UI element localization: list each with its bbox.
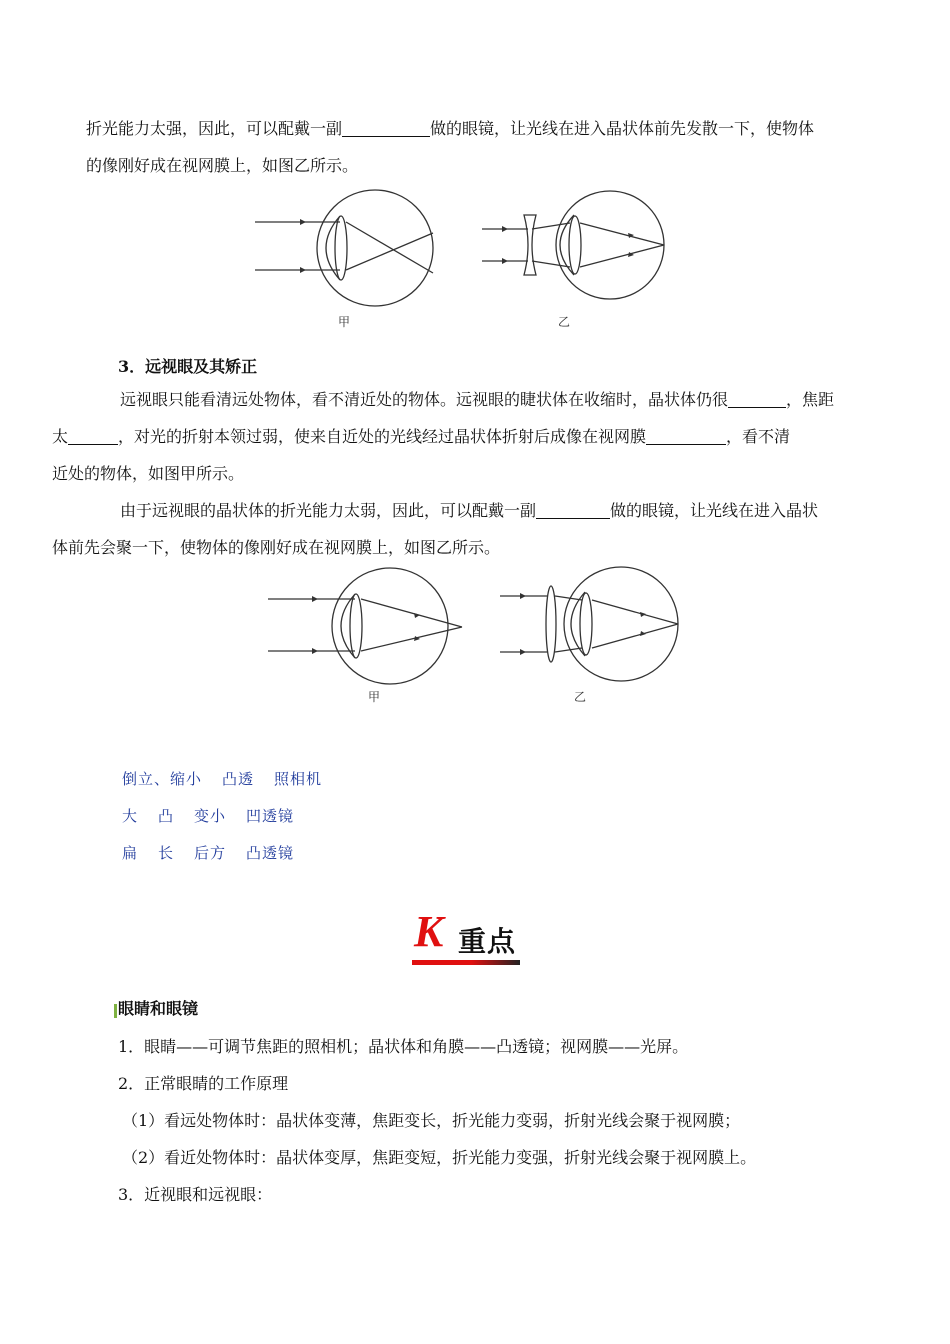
text-run: 远视眼只能看清远处物体，看不清近处的物体。远视眼的睫状体在收缩时，晶状体仍很 bbox=[120, 390, 729, 409]
farsight-paragraph-2 bbox=[52, 492, 866, 566]
key-point-2-2: （2）看近处物体时：晶状体变厚，焦距变短，折光能力变强，折射光线会聚于视网膜上。 bbox=[122, 1148, 757, 1167]
text-run: 近处的物体，如图甲所示。 bbox=[52, 464, 245, 483]
fill-blank bbox=[536, 500, 610, 519]
eyeball-right bbox=[556, 191, 664, 299]
farsight-paragraph-1 bbox=[52, 381, 866, 492]
answer: 凹透镜 bbox=[246, 807, 295, 825]
answer: 变小 bbox=[194, 807, 227, 825]
answer: 扁 bbox=[122, 844, 139, 862]
answer: 凸透 bbox=[222, 770, 255, 788]
figure-label-yi: 乙 bbox=[574, 690, 587, 704]
text-run: 体前先会聚一下，使物体的像刚好成在视网膜上，如图乙所示。 bbox=[52, 538, 501, 557]
answer: 长 bbox=[158, 844, 175, 862]
key-points-heading: 眼睛和眼镜 bbox=[118, 996, 198, 1019]
answer: 凸透镜 bbox=[246, 844, 295, 862]
fill-blank bbox=[646, 426, 726, 445]
figure-label-jia: 甲 bbox=[368, 690, 381, 704]
myopia-figure bbox=[240, 188, 680, 338]
convex-lens bbox=[546, 586, 556, 662]
answer: 凸 bbox=[158, 807, 175, 825]
answer-line-1 bbox=[122, 768, 342, 789]
key-point-1: 1．眼睛——可调节焦距的照相机；晶状体和角膜——凸透镜；视网膜——光屏。 bbox=[118, 1037, 689, 1056]
text-run: 的像刚好成在视网膜上，如图乙所示。 bbox=[86, 156, 359, 175]
text-run: ，看不清 bbox=[726, 427, 791, 446]
key-point-2: 2．正常眼睛的工作原理 bbox=[118, 1074, 289, 1093]
section-number: 3． bbox=[118, 357, 146, 376]
section-title-text: 远视眼及其矫正 bbox=[145, 357, 258, 376]
text-run: 折光能力太强，因此，可以配戴一副 bbox=[86, 119, 343, 138]
text-run: ，焦距 bbox=[786, 390, 835, 409]
text-run: 由于远视眼的晶状体的折光能力太弱，因此，可以配戴一副 bbox=[120, 501, 537, 520]
answer-line-3 bbox=[122, 842, 314, 863]
figure-label-yi: 乙 bbox=[558, 315, 571, 329]
key-point-3: 3．近视眼和远视眼： bbox=[118, 1185, 273, 1204]
key-point-2-1: （1）看远处物体时：晶状体变薄，焦距变长，折光能力变弱，折射光线会聚于视网膜； bbox=[122, 1111, 741, 1130]
fill-blank bbox=[68, 426, 118, 445]
fill-blank bbox=[342, 118, 430, 137]
answer: 大 bbox=[122, 807, 139, 825]
answer: 倒立、缩小 bbox=[122, 770, 203, 788]
badge-underline bbox=[412, 960, 520, 965]
badge-text: 重点 bbox=[458, 925, 517, 958]
concave-lens bbox=[524, 215, 536, 275]
answer: 后方 bbox=[194, 844, 227, 862]
answer: 照相机 bbox=[274, 770, 323, 788]
top-paragraph bbox=[86, 110, 866, 184]
text-run: 做的眼镜，让光线在进入晶状体前先发散一下，使物体 bbox=[430, 119, 815, 138]
text-run: 太 bbox=[52, 427, 69, 446]
figure-label-jia: 甲 bbox=[338, 315, 351, 329]
key-points-badge bbox=[412, 907, 520, 966]
hyperopia-figure bbox=[258, 566, 698, 716]
eyeball-right bbox=[564, 567, 678, 681]
fill-blank bbox=[728, 389, 786, 408]
text-run: 做的眼镜，让光线在进入晶状 bbox=[610, 501, 819, 520]
badge-letter: K bbox=[414, 907, 444, 956]
section-title bbox=[118, 354, 257, 377]
answer-line-2 bbox=[122, 805, 314, 826]
text-run: ，对光的折射本领过弱，使来自近处的光线经过晶状体折射后成像在视网膜 bbox=[118, 427, 647, 446]
